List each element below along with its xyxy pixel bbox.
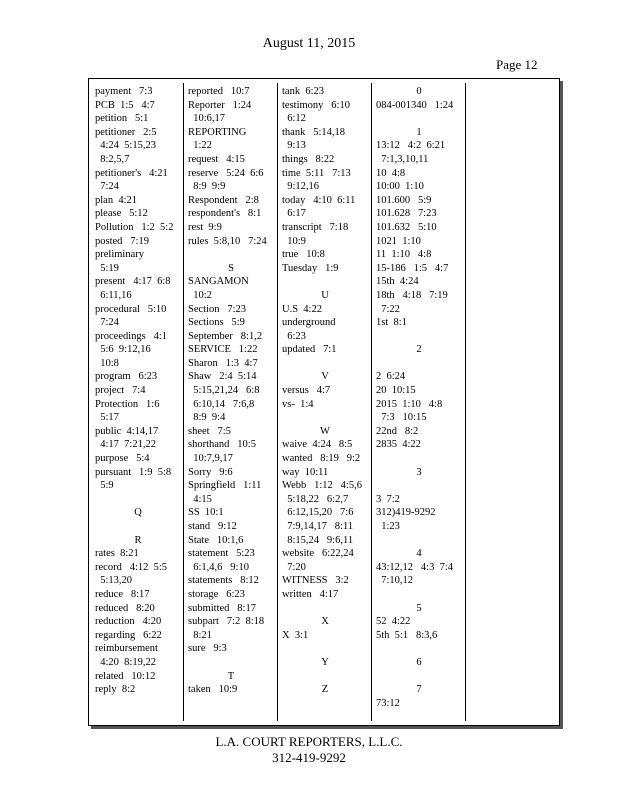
index-letter-heading: Q — [134, 507, 142, 519]
index-entry: reimbursement — [95, 643, 158, 655]
index-entry: 20 10:15 — [376, 385, 416, 397]
index-frame — [88, 78, 560, 726]
index-entry: respondent's 8:1 — [188, 208, 262, 220]
index-entry: reported 10:7 — [188, 86, 250, 97]
index-entry: Shaw 2:4 5:14 — [188, 371, 257, 383]
index-blank-line — [376, 670, 462, 684]
index-entry: please 5:12 — [95, 208, 148, 220]
column-divider — [277, 83, 278, 721]
index-entry: 5:18,22 6:2,7 — [282, 493, 349, 505]
index-entry: 1st 8:1 — [376, 317, 407, 329]
index-entry: 10:9 — [282, 235, 306, 247]
index-entry: 10:00 1:10 — [376, 181, 424, 193]
index-entry: waive 4:24 8:5 — [282, 439, 353, 451]
index-entry: stand 9:12 — [188, 521, 237, 532]
index-entry: today 4:10 6:11 — [282, 194, 356, 206]
index-entry: record 4:12 5:5 — [95, 561, 168, 573]
index-entry: 9:12,16 — [282, 181, 320, 193]
index-letter-heading: U — [321, 289, 329, 301]
index-entry: Sharon 1:3 4:7 — [188, 357, 258, 369]
index-entry: 6:17 — [282, 208, 306, 220]
index-letter-heading: 4 — [416, 548, 422, 560]
index-letter-heading: R — [134, 534, 142, 546]
index-entry: 5:15,21,24 6:8 — [188, 385, 260, 397]
index-entry: statements 8:12 — [188, 575, 259, 587]
index-entry: State 10:1,6 — [188, 534, 244, 546]
index-entry: 10:7,9,17 — [188, 453, 233, 465]
index-entry: 6:10,14 7:6,8 — [188, 398, 255, 410]
index-entry: taken 10:9 — [188, 684, 238, 696]
index-entry: 9:13 — [282, 140, 306, 152]
index-entry: statement 5:23 — [188, 548, 255, 560]
index-entry: 4:24 5:15,23 — [95, 140, 156, 152]
index-letter-heading: 3 — [416, 466, 422, 478]
index-entry: 6:12,15,20 7:6 — [282, 507, 354, 519]
index-entry: 52 4:22 — [376, 616, 411, 628]
index-entry: reduction 4:20 — [95, 616, 162, 628]
index-entry: procedural 5:10 — [95, 303, 167, 315]
index-entry: reduce 8:17 — [95, 588, 150, 600]
footer-company: L.A. COURT REPORTERS, L.L.C. — [215, 734, 403, 749]
index-entry: 10:6,17 — [188, 113, 226, 125]
index-blank-line — [376, 330, 462, 344]
index-entry: posted 7:19 — [95, 235, 149, 247]
index-entry: 8:9 9:9 — [188, 181, 226, 193]
index-entry: petitioner's 4:21 — [95, 167, 168, 179]
index-entry: 3 7:2 — [376, 493, 400, 505]
index-blank-line — [376, 452, 462, 466]
index-entry: vs- 1:4 — [282, 398, 314, 410]
index-entry: 4:17 7:21,22 — [95, 439, 156, 451]
index-entry: 2 6:24 — [376, 371, 406, 383]
index-entry: 5th 5:1 8:3,6 — [376, 629, 438, 641]
index-entry: 10 4:8 — [376, 167, 406, 179]
index-entry: proceedings 4:1 — [95, 330, 168, 342]
index-letter-heading: T — [227, 670, 235, 682]
index-entry: subpart 7:2 8:18 — [188, 616, 265, 628]
index-letter-heading: V — [321, 371, 329, 383]
index-entry: Reporter 1:24 — [188, 99, 252, 111]
index-entry: 5:9 — [95, 480, 114, 492]
index-blank-line — [282, 275, 368, 289]
index-entry: 18th 4:18 7:19 — [376, 289, 448, 301]
index-letter-heading: 2 — [416, 344, 422, 356]
index-entry: 101.600 5:9 — [376, 194, 432, 206]
index-entry: storage 6:23 — [188, 588, 245, 600]
index-entry: website 6:22,24 — [282, 548, 354, 560]
index-entry: 8:21 — [188, 629, 212, 641]
index-entry: 7:9,14,17 8:11 — [282, 521, 354, 532]
index-entry: versus 4:7 — [282, 385, 331, 397]
index-entry: 6:11,16 — [95, 289, 132, 301]
index-entry: petitioner 2:5 — [95, 126, 157, 138]
index-letter-heading: Y — [321, 656, 329, 668]
index-entry: public 4:14,17 — [95, 425, 159, 437]
index-entry: updated 7:1 — [282, 344, 337, 356]
index-entry: pursuant 1:9 5:8 — [95, 466, 172, 478]
index-entry: 15th 4:24 — [376, 276, 419, 288]
index-blank-line — [376, 479, 462, 493]
index-entry: 101.632 5:10 — [376, 221, 437, 233]
index-entry: 6:12 — [282, 113, 306, 125]
page-number: Page 12 — [496, 57, 538, 72]
index-entry: Sorry 9:6 — [188, 466, 233, 478]
index-entry: 7:10,12 — [376, 575, 414, 587]
column-divider — [183, 83, 184, 721]
index-entry: submitted 8:17 — [188, 602, 256, 614]
index-entry: REPORTING — [188, 126, 247, 138]
index-blank-line — [282, 411, 368, 425]
index-entry: time 5:11 7:13 — [282, 167, 351, 179]
index-entry: 084-001340 1:24 — [376, 99, 454, 111]
index-letter-heading: 6 — [416, 656, 422, 668]
index-entry: rules 5:8,10 7:24 — [188, 235, 267, 247]
index-entry: 5:19 — [95, 262, 119, 274]
index-entry: underground — [282, 317, 336, 329]
index-entry: 2015 1:10 4:8 — [376, 398, 443, 410]
index-entry: 7:1,3,10,11 — [376, 153, 429, 165]
index-entry: shorthand 10:5 — [188, 439, 256, 451]
index-entry: true 10:8 — [282, 249, 325, 261]
index-entry: reserve 5:24 6:6 — [188, 167, 264, 179]
transcript-date: August 11, 2015 — [262, 36, 356, 51]
index-entry: thank 5:14,18 — [282, 126, 345, 138]
index-letter-heading: S — [228, 262, 234, 274]
index-entry: 11 1:10 4:8 — [376, 249, 432, 261]
index-entry: Tuesday 1:9 — [282, 262, 339, 274]
index-entry: tank 6:23 — [282, 86, 324, 97]
index-column-1 — [95, 85, 181, 697]
index-entry: way 10:11 — [282, 466, 329, 478]
index-entry: things 8:22 — [282, 153, 335, 165]
index-entry: program 6:23 — [95, 371, 158, 383]
index-blank-line — [376, 357, 462, 371]
index-entry: 7:22 — [376, 303, 400, 315]
index-entry: reduced 8:20 — [95, 602, 155, 614]
index-column-4 — [376, 85, 462, 710]
index-entry: wanted 8:19 9:2 — [282, 453, 361, 465]
index-blank-line — [188, 656, 274, 670]
index-entry: related 10:12 — [95, 670, 156, 682]
index-column-3 — [282, 85, 368, 697]
index-entry: 4:15 — [188, 493, 212, 505]
index-letter-heading: Z — [321, 684, 329, 696]
index-entry: sure 9:3 — [188, 643, 227, 655]
index-entry: September 8:1,2 — [188, 330, 263, 342]
column-divider — [465, 83, 466, 721]
index-entry: X 3:1 — [282, 629, 309, 641]
index-entry: request 4:15 — [188, 153, 245, 165]
index-entry: 2835 4:22 — [376, 439, 421, 451]
index-entry: written 4:17 — [282, 588, 339, 600]
index-entry: rates 8:21 — [95, 548, 139, 560]
index-entry: WITNESS 3:2 — [282, 575, 349, 587]
index-entry: 6:23 — [282, 330, 306, 342]
index-entry: PCB 1:5 4:7 — [95, 99, 155, 111]
index-entry: 10:8 — [95, 357, 119, 369]
index-entry: petition 5:1 — [95, 113, 149, 125]
footer-phone: 312-419-9292 — [272, 750, 346, 765]
index-entry: Sections 5:9 — [188, 317, 245, 329]
index-entry: plan 4:21 — [95, 194, 137, 206]
index-entry: 7:3 10:15 — [376, 412, 427, 424]
index-letter-heading: W — [320, 425, 330, 437]
index-blank-line — [95, 520, 181, 534]
index-entry: 1:23 — [376, 521, 400, 532]
index-entry: Webb 1:12 4:5,6 — [282, 480, 362, 492]
index-entry: Protection 1:6 — [95, 398, 160, 410]
index-entry: Pollution 1:2 5:2 — [95, 221, 174, 233]
index-entry: 8:15,24 9:6,11 — [282, 534, 354, 546]
index-blank-line — [95, 493, 181, 507]
index-entry: 7:24 — [95, 181, 119, 193]
column-divider — [371, 83, 372, 721]
index-blank-line — [282, 602, 368, 616]
index-entry: 10:2 — [188, 289, 212, 301]
index-entry: 8:2,5,7 — [95, 153, 130, 165]
index-entry: payment 7:3 — [95, 86, 153, 97]
index-entry: 7:24 — [95, 317, 119, 329]
index-blank-line — [376, 534, 462, 548]
index-entry: 13:12 4:2 6:21 — [376, 140, 446, 152]
index-entry: transcript 7:18 — [282, 221, 349, 233]
index-entry: 43:12,12 4:3 7:4 — [376, 561, 454, 573]
index-entry: 5:6 9:12,16 — [95, 344, 151, 356]
index-entry: Respondent 2:8 — [188, 194, 259, 206]
index-entry: sheet 7:5 — [188, 425, 231, 437]
index-entry: 15-186 1:5 4:7 — [376, 262, 449, 274]
index-entry: 5:17 — [95, 412, 119, 424]
index-blank-line — [376, 112, 462, 126]
index-entry: 1021 1:10 — [376, 235, 421, 247]
index-entry: rest 9:9 — [188, 221, 222, 233]
index-letter-heading: 5 — [416, 602, 422, 614]
index-entry: 7:20 — [282, 561, 306, 573]
index-entry: SANGAMON — [188, 276, 249, 288]
index-entry: 6:1,4,6 9:10 — [188, 561, 249, 573]
index-letter-heading: 1 — [416, 126, 422, 138]
index-entry: reply 8:2 — [95, 684, 136, 696]
index-column-2 — [188, 85, 274, 697]
index-entry: 73:12 — [376, 697, 400, 709]
index-letter-heading: 7 — [416, 684, 422, 696]
index-letter-heading: X — [321, 616, 329, 628]
index-entry: purpose 5:4 — [95, 453, 150, 465]
index-entry: preliminary — [95, 249, 144, 261]
index-letter-heading: 0 — [416, 86, 422, 97]
index-entry: 101.628 7:23 — [376, 208, 437, 220]
index-entry: SS 10:1 — [188, 507, 224, 519]
index-entry: 8:9 9:4 — [188, 412, 226, 424]
index-entry: 312)419-9292 — [376, 507, 436, 519]
index-blank-line — [282, 357, 368, 371]
index-entry: 1:22 — [188, 140, 212, 152]
index-blank-line — [188, 248, 274, 262]
index-entry: regarding 6:22 — [95, 629, 162, 641]
index-entry: project 7:4 — [95, 385, 146, 397]
index-blank-line — [282, 670, 368, 684]
index-blank-line — [282, 642, 368, 656]
index-entry: 4:20 8:19,22 — [95, 656, 156, 668]
index-entry: testimony 6:10 — [282, 99, 350, 111]
index-blank-line — [376, 588, 462, 602]
index-entry: Section 7:23 — [188, 303, 247, 315]
index-blank-line — [376, 642, 462, 656]
index-entry: 22nd 8:2 — [376, 425, 419, 437]
index-entry: 5:13,20 — [95, 575, 133, 587]
index-entry: Springfield 1:11 — [188, 480, 262, 492]
index-entry: SERVICE 1:22 — [188, 344, 258, 356]
index-entry: U.S 4:22 — [282, 303, 322, 315]
index-entry: present 4:17 6:8 — [95, 276, 171, 288]
